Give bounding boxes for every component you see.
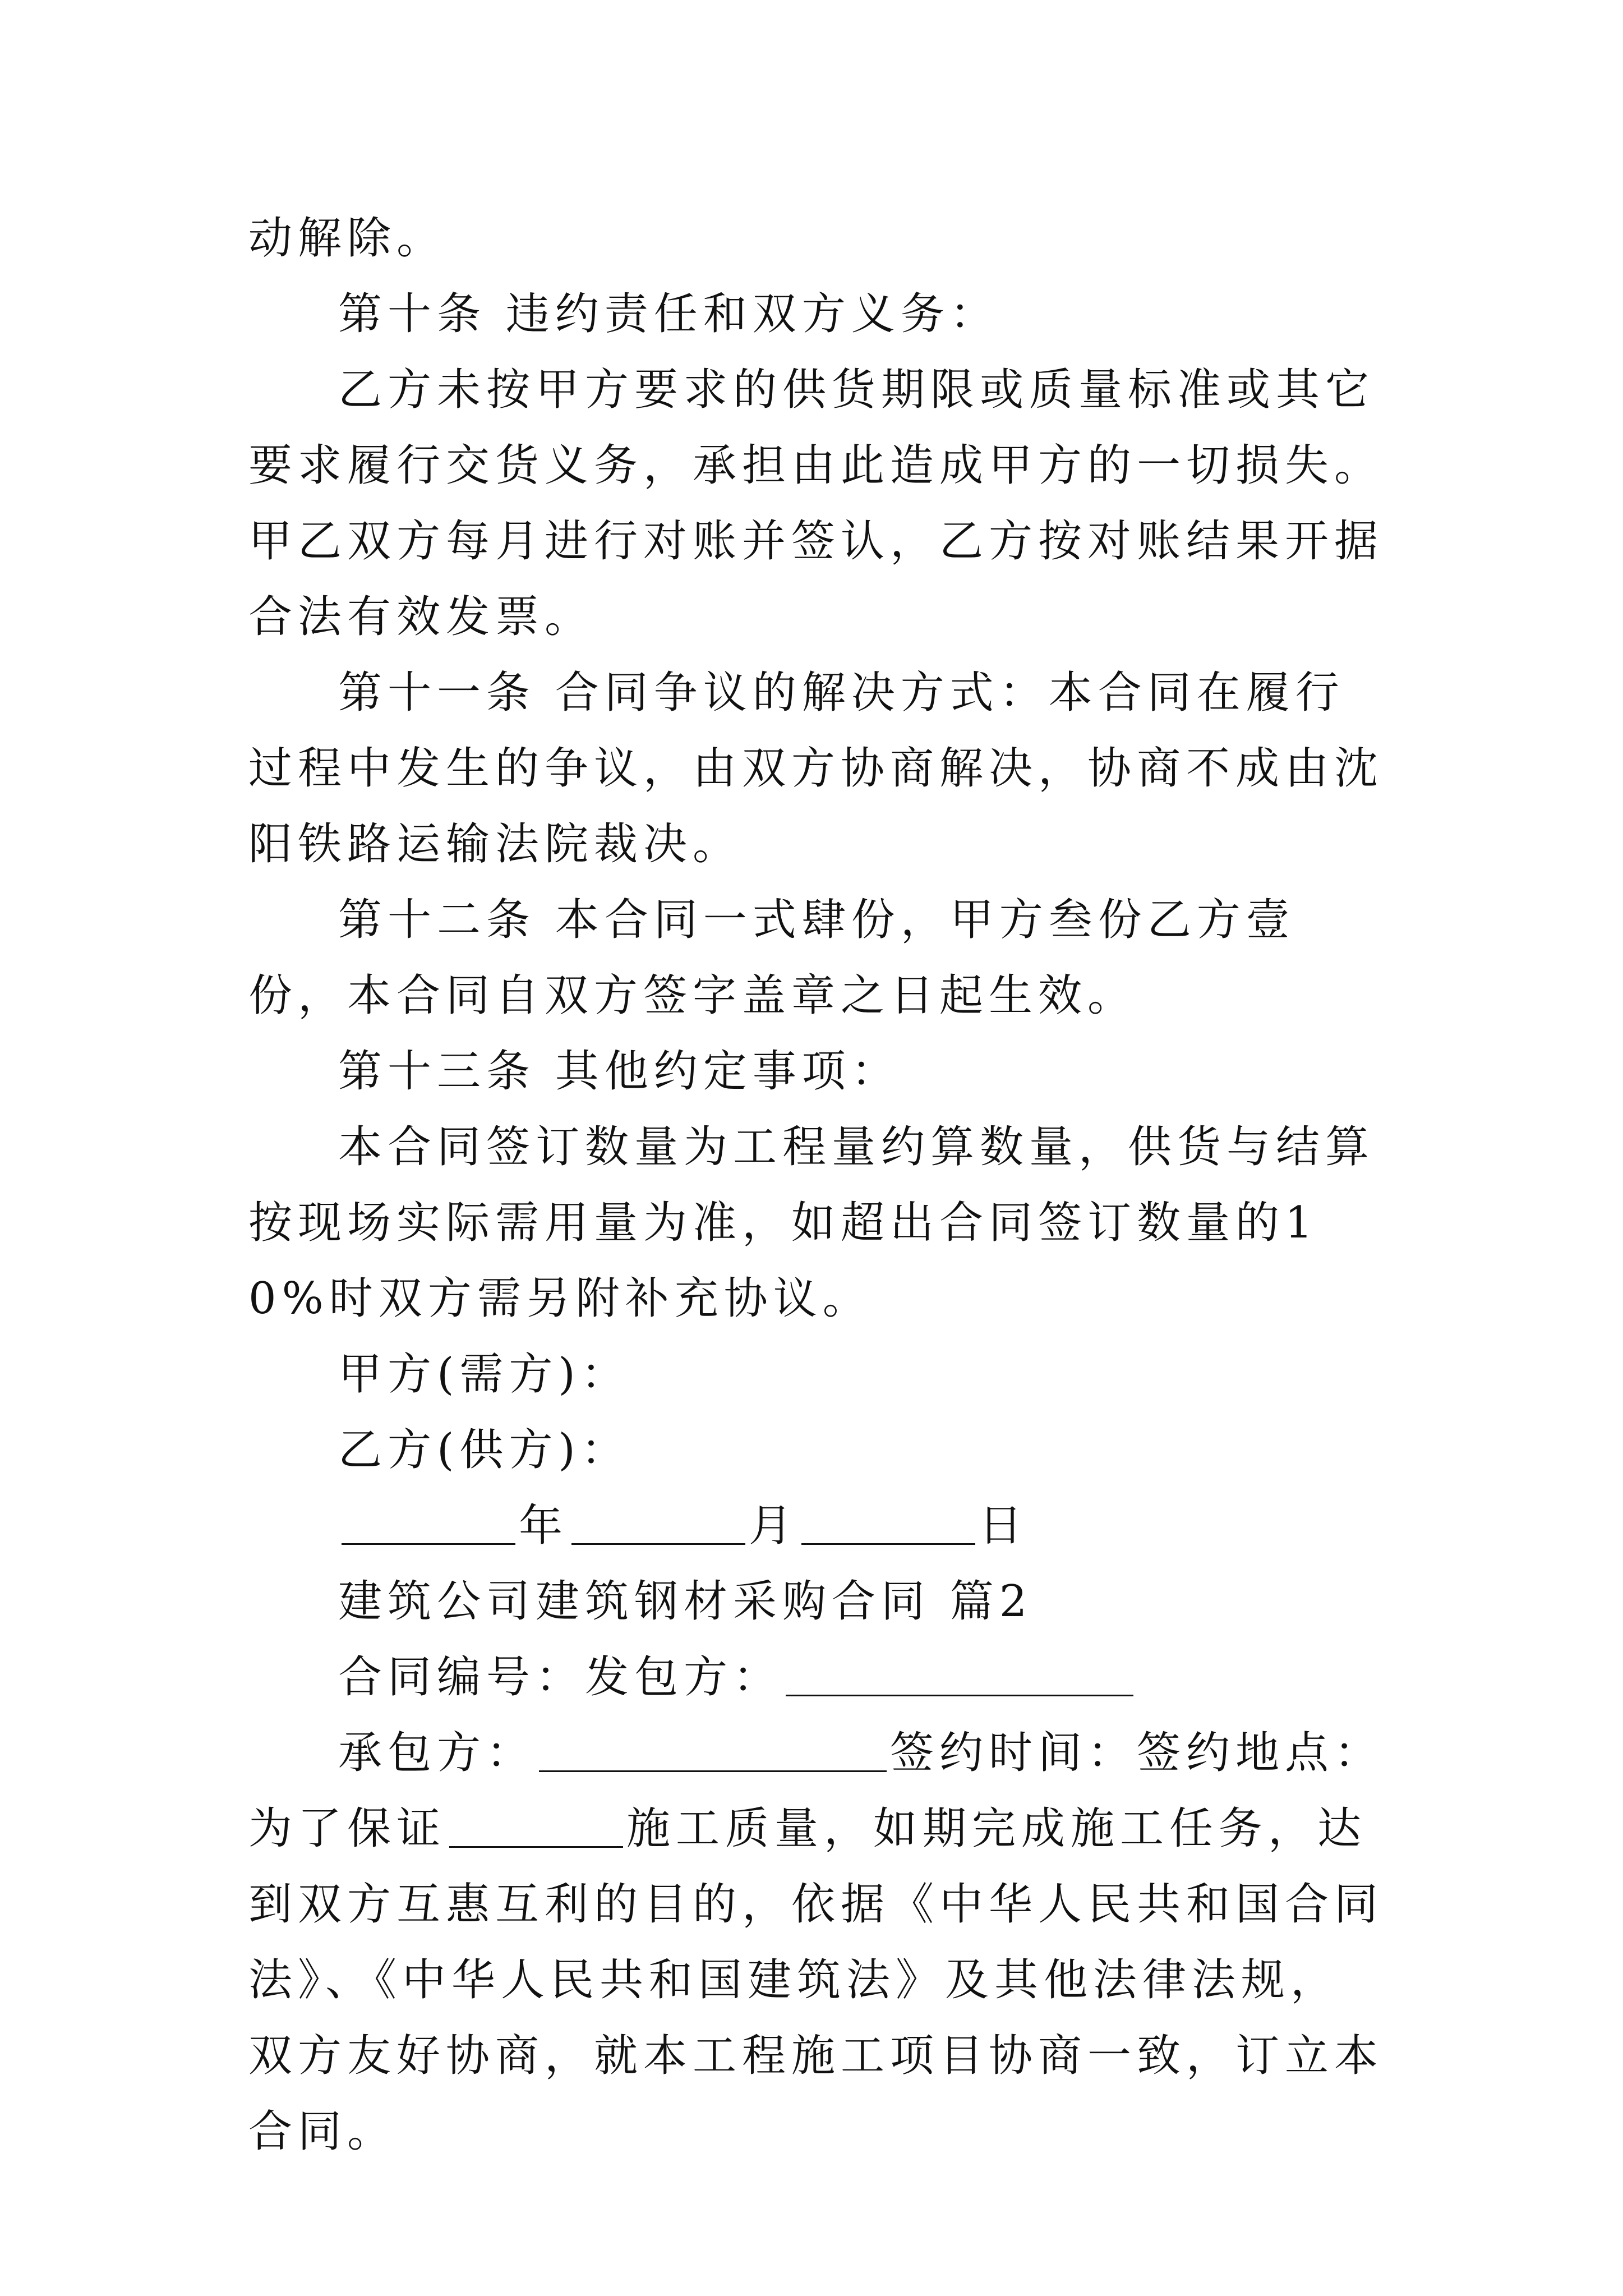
party-a-label: 甲方(需方)： (338, 1349, 630, 1400)
day-label: 日 (979, 1501, 1029, 1551)
section-title: 建筑公司建筑钢材采购合同 篇2 (338, 1576, 1033, 1627)
contractor-label: 承包方： (338, 1728, 536, 1778)
day-blank (801, 1507, 975, 1545)
month-blank (571, 1507, 745, 1545)
article-10-body: 乙方未按甲方要求的供货期限或质量标准或其它要求履行交货义务，承担由此造成甲方的一切损失。甲乙双方每月进行对账并签认，乙方按对账结果开据合法有效发票。 (248, 365, 1384, 642)
paragraph-continuation: 动解除。 (248, 213, 446, 264)
contractor-paragraph (248, 1715, 1387, 2170)
document-body (248, 201, 1387, 2170)
year-blank (342, 1507, 515, 1545)
article-13-heading: 第十三条 其他约定事项： (338, 1046, 901, 1097)
contract-purpose-text: 施工质量，如期完成施工任务，达到双方互惠互利的目的，依据《中华人民共和国合同法》、《中华人民共和国建筑法》及其他法律法规，双方友好协商，就本工程施工项目协商一致，订立本合同。 (248, 1803, 1384, 2157)
article-11: 第十一条 合同争议的解决方式：本合同在履行过程中发生的争议，由双方协商解决，协商不成由沈阳铁路运输法院裁决。 (248, 668, 1384, 869)
signing-info-text: 签约时间：签约地点：为了保证 (248, 1728, 1384, 1854)
party-b-label: 乙方(供方)： (338, 1425, 630, 1475)
article-12: 第十二条 本合同一式肆份，甲方叁份乙方壹份，本合同自双方签字盖章之日起生效。 (248, 895, 1295, 1021)
employer-blank (786, 1659, 1133, 1696)
year-label: 年 (519, 1501, 569, 1551)
project-blank (449, 1810, 623, 1848)
contract-number-line (248, 1640, 1387, 1715)
contractor-blank (539, 1734, 887, 1772)
article-10-heading: 第十条 违约责任和双方义务： (338, 289, 999, 339)
date-line (248, 1488, 1387, 1564)
article-13-body: 本合同签订数量为工程量约算数量，供货与结算按现场实际需用量为准，如超出合同签订数量的10%时双方需另附补充协议。 (248, 1122, 1375, 1324)
month-label: 月 (749, 1501, 799, 1551)
contract-number-label: 合同编号：发包方： (338, 1652, 783, 1703)
